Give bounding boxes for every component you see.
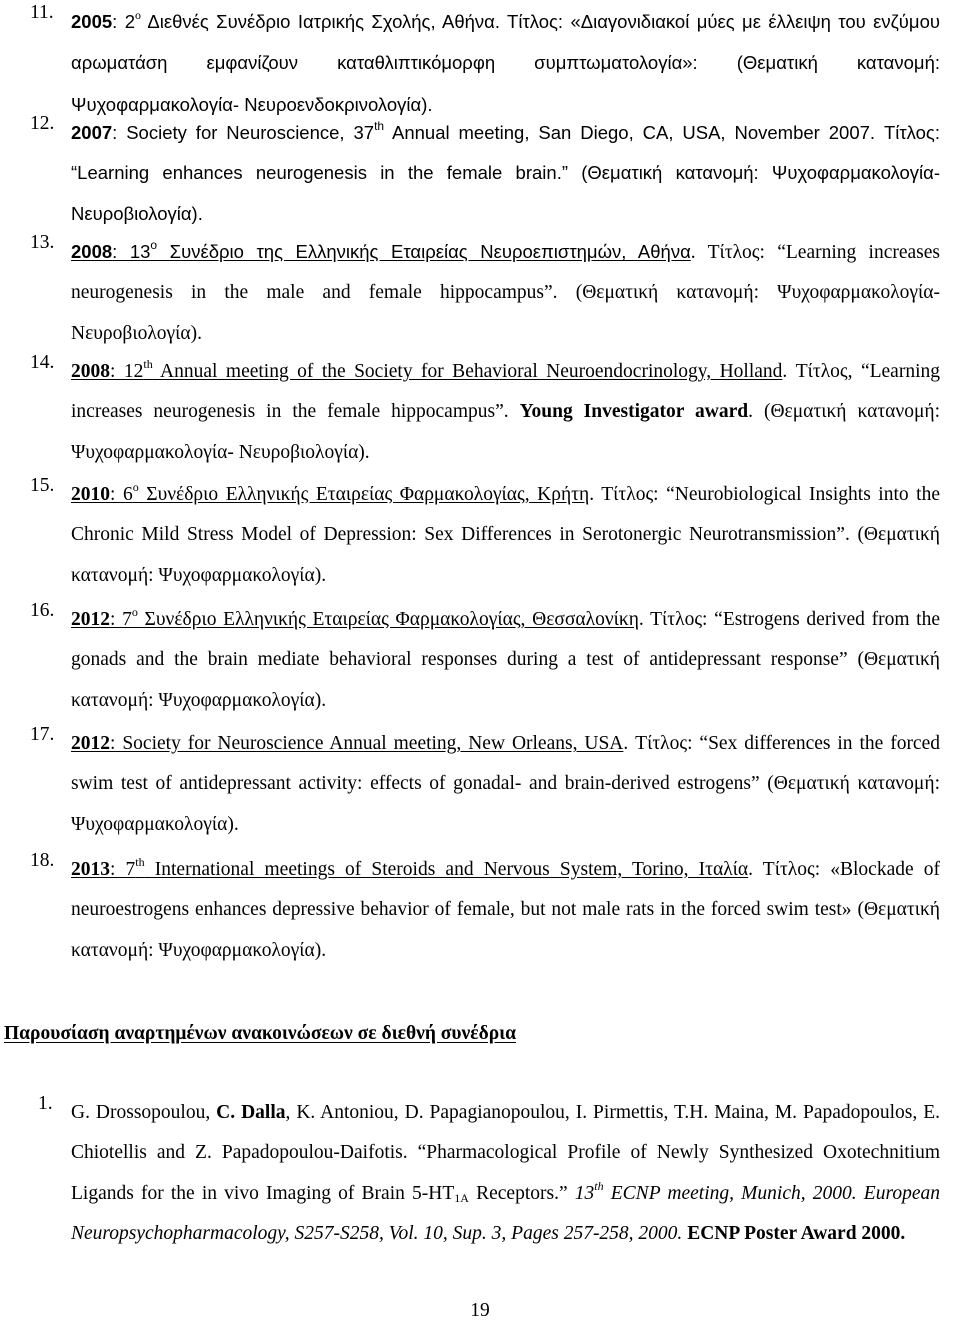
conference-item-13 bbox=[30, 232, 940, 354]
item-year: 2012 bbox=[71, 733, 110, 754]
conference-item-16 bbox=[30, 600, 940, 721]
conference-item-11: 11. 2005: $2^o$ Διεθνές Συνέδριο Ιατρικής Σχολής, Αθήνα. Τίτλος: «Διαγονιδιακοί μύες με έλλειψη του ενζύμου αρωματάση εμφανίζουν καταθλιπτικόμορφη συμπτωματολογία»: (Θεματική κατανομή: Ψυχοφαρμακολογία- Νευροενδοκρινολογία). bbox=[30, 2, 940, 115]
item-number: 1. bbox=[38, 1093, 53, 1114]
item-event-rest: Annual meeting, San Diego, CA, USA, November 2007. Τίτλος: “Learning enhances neurogenesis in the female brain.” (Θεματική κατανομή: Ψυχοφαρμακολογία- Νευροβιολογία). bbox=[71, 122, 940, 224]
item-year: 2008 bbox=[71, 241, 113, 262]
item-event-rest: Annual meeting of the Society for Behavioral Neuroendocrinology, Holland bbox=[152, 361, 783, 382]
item-event-ordinal: 2 bbox=[124, 11, 135, 32]
item-event-sup: ο bbox=[131, 605, 138, 619]
item-title: . Τίτλος: “Neurobiological Insights into the Chronic Mild Stress Model of Depression: Sex Differences in Serotonergic Neurotransmission”. (Θεματική κατανομή: Ψυχοφαρμακολογία). bbox=[71, 484, 940, 586]
item-number: 16. bbox=[30, 600, 55, 621]
item-event-rest: International meetings of Steroids and Nervous System, Torino, Ιταλία bbox=[144, 859, 749, 880]
item-award: Young Investigator award bbox=[519, 401, 749, 423]
item-title: . Τίτλος: “Sex differences in the forced swim test of antidepressant activity: effects of gonadal- and brain-derived estrogens” (Θεματική κατανομή: Ψυχοφαρμακολογία). bbox=[71, 733, 940, 835]
item-bold-initial: C. bbox=[216, 1102, 236, 1123]
item-event-ordinal: : 12 bbox=[110, 361, 144, 382]
item-number: 14. bbox=[30, 352, 55, 373]
item-event-ordinal: : Society for Neuroscience, 37 bbox=[112, 122, 375, 143]
item-number: 12. bbox=[30, 113, 55, 134]
item-title: . Τίτλος, “Learning increases neurogenesis in the female hippocampus”. bbox=[71, 361, 940, 423]
conference-item-12 bbox=[30, 113, 940, 234]
section-heading: Παρουσίαση αναρτημένων ανακοινώσεων σε διεθνή συνέδρια bbox=[4, 1023, 517, 1044]
item-number: 11. bbox=[30, 2, 54, 23]
item-journal-b: ECNP meeting, Munich, 2000. European Neuropsychopharmacology, S257-S258, Vol. 10, Sup. 3, Pages 257-258, 2000. bbox=[71, 1182, 940, 1244]
item-award: ECNP Poster Award 2000. bbox=[682, 1222, 906, 1244]
conference-item-14 bbox=[30, 352, 940, 473]
item-event-rest: Συνέδριο της Ελληνικής Εταιρείας Νευροεπιστημών, Αθήνα bbox=[157, 241, 691, 262]
item-event-sup: ο bbox=[150, 238, 158, 252]
conference-item-17 bbox=[30, 724, 940, 845]
item-year: 2010 bbox=[71, 484, 110, 505]
conference-item-15 bbox=[30, 475, 940, 596]
item-event-rest: Συνέδριο Ελληνικής Εταιρείας Φαρμακολογίας, Κρήτη bbox=[138, 484, 590, 505]
item-title: . Τίτλος: “Learning increases neurogenesis in the male and female hippocampus”. (Θεματική κατανομή: Ψυχοφαρμακολογία- Νευροβιολογία). bbox=[71, 242, 940, 344]
item-number: 18. bbox=[30, 850, 55, 871]
item-journal-sup: th bbox=[594, 1178, 604, 1193]
poster-item-1 bbox=[30, 1093, 940, 1254]
item-event-sup: th bbox=[143, 357, 153, 371]
item-authors-a: G. Drossopoulou, bbox=[71, 1102, 217, 1123]
item-event-ordinal: : 13 bbox=[112, 241, 151, 262]
item-number: 17. bbox=[30, 724, 55, 745]
item-event-ordinal: : 7 bbox=[110, 609, 132, 630]
item-year: 2007 bbox=[71, 122, 113, 143]
item-authors-c: Receptors.” bbox=[468, 1182, 575, 1204]
item-event-sup: th bbox=[374, 119, 385, 133]
conference-item-18 bbox=[30, 850, 940, 971]
item-tail: . (Θεματική κατανομή: Ψυχοφαρμακολογία- Νευροβιολογία). bbox=[71, 401, 941, 463]
item-event-rest: Διεθνές Συνέδριο Ιατρικής Σχολής, Αθήνα. Τίτλος: «Διαγονιδιακοί μύες με έλλειψη του ενζύμου αρωματάση εμφανίζουν καταθλιπτικόμορφη συμπτωματολογία»: (Θεματική κατανομή: Ψυχοφαρμακολογία- Νευροενδοκρινολογία). bbox=[71, 11, 940, 115]
page-number: 19 bbox=[470, 1300, 490, 1321]
item-sub: 1A bbox=[454, 1190, 469, 1205]
item-year: 2005 bbox=[71, 11, 113, 32]
item-bold-name: Dalla bbox=[241, 1102, 286, 1123]
item-year: 2012 bbox=[71, 609, 110, 630]
item-event-rest: Συνέδριο Ελληνικής Εταιρείας Φαρμακολογίας, Θεσσαλονίκη bbox=[137, 609, 639, 630]
item-year: 2008 bbox=[71, 361, 110, 382]
item-event-sup: th bbox=[135, 855, 145, 869]
item-event-sup: ο bbox=[134, 8, 141, 22]
item-number: 13. bbox=[30, 232, 55, 253]
item-event-ordinal: : 6 bbox=[110, 484, 133, 505]
item-title: . Τίτλος: «Blockade of neuroestrogens enhances depressive behavior of female, but not male rats in the forced swim test» (Θεματική κατανομή: Ψυχοφαρμακολογία). bbox=[71, 859, 940, 961]
item-journal-a: 13 bbox=[574, 1182, 595, 1204]
item-authors-b: , K. Antoniou, D. Papagianopoulou, I. Pirmettis, T.H. Maina, M. Papadopoulos, E. Chiotellis and Z. Papadopoulou-Daifotis. “Pharmacological Profile of Newly Synthesized Oxotechnitium Ligands for the in vivo Imaging of Brain 5-HT bbox=[71, 1102, 940, 1204]
item-title: . Τίτλος: “Estrogens derived from the gonads and the brain mediate behavioral responses during a test of antidepressant response” (Θεματική κατανομή: Ψυχοφαρμακολογία). bbox=[71, 609, 940, 711]
item-year: 2013 bbox=[71, 859, 110, 880]
item-event-ordinal: : Society for Neuroscience Annual meeting, New Orleans, USA bbox=[110, 733, 624, 754]
item-number: 15. bbox=[30, 475, 55, 496]
item-event-ordinal: : 7 bbox=[110, 859, 136, 880]
item-event-sup: ο bbox=[132, 480, 139, 494]
